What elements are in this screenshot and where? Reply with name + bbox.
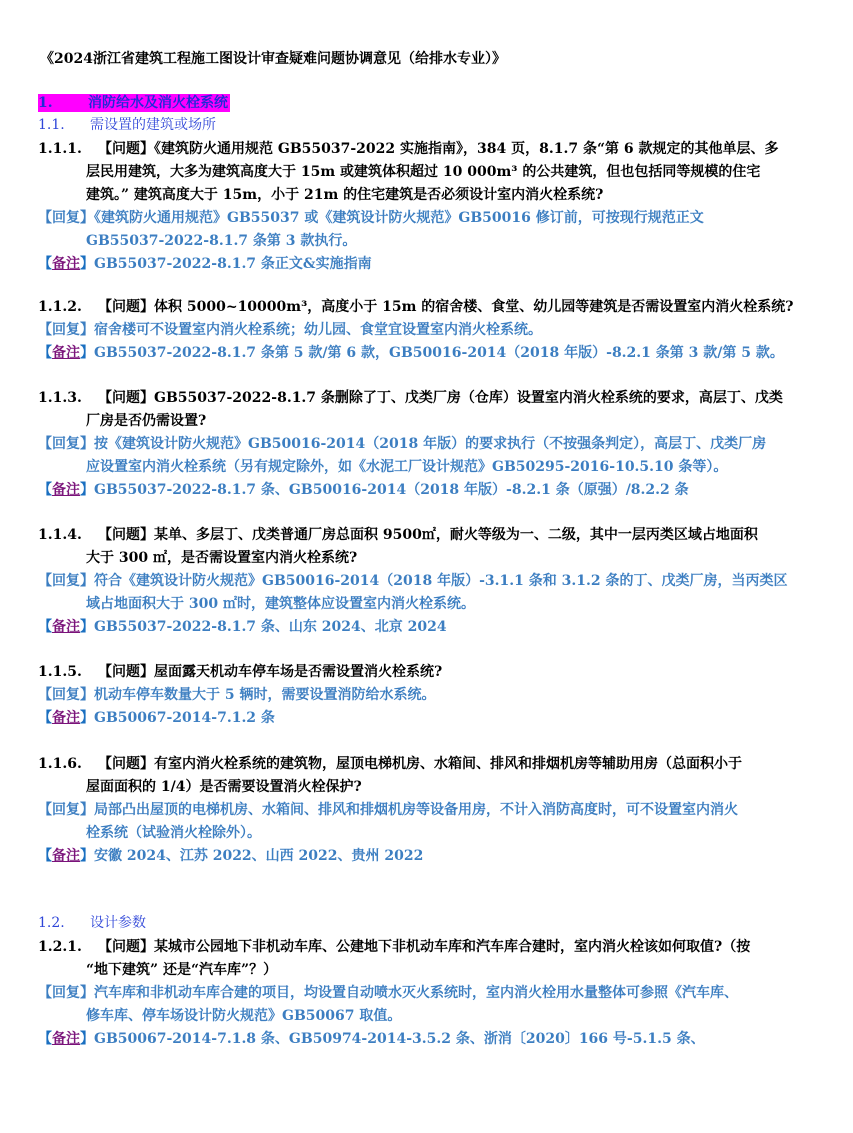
section-number: 1. [38,95,53,111]
subsection-heading-1-1 [38,116,216,134]
note-line [38,1030,705,1048]
reply-line: 【回复】《建筑防火通用规范》GB55037 或《建筑设计防火规范》GB50016 修订前，可按现行规范正文 [38,210,704,226]
question-number: 1.1.3. [38,390,82,406]
note-bracket: 【 [38,1031,52,1047]
note-bracket: 【 [38,345,52,361]
reply-line: 【回复】按《建筑设计防火规范》GB50016-2014（2018 年版）的要求执行（不按强条判定），高层丁、戊类厂房 [38,436,767,452]
note-text: GB55037-2022-8.1.7 条正文&实施指南 [94,256,372,272]
reply-line: 域占地面积大于 300 ㎡时，建筑整体应设置室内消火栓系统。 [86,596,475,612]
question-line: “地下建筑” 还是“汽车库”？） [86,962,278,978]
reply-line: 应设置室内消火栓系统（另有规定除外，如《水泥工厂设计规范》GB50295-2016-10.5.10 条等）。 [86,459,728,475]
question-number: 1.1.6. [38,756,82,772]
question-line: 屋面面积的 1/4）是否需要设置消火栓保护? [86,779,362,795]
question-text: 【问题】屋面露天机动车停车场是否需设置消火栓系统? [98,664,443,680]
question-number: 1.1.1. [38,141,82,157]
note-line [38,255,372,273]
note-line [38,481,689,499]
question-text: 【问题】有室内消火栓系统的建筑物，屋顶电梯机房、水箱间、排风和排烟机房等辅助用房（总面积小于 [98,756,742,772]
note-bracket: 】 [80,1031,94,1047]
note-label: 备注 [52,256,80,272]
reply-line: 【回复】机动车停车数量大于 5 辆时，需要设置消防给水系统。 [38,687,436,703]
note-label: 备注 [52,848,80,864]
question-line: 层民用建筑，大多为建筑高度大于 15m 或建筑体积超过 10 000m³ 的公共建筑，但也包括同等规模的住宅 [86,164,761,180]
reply-line: 【回复】汽车库和非机动车库合建的项目，均设置自动喷水灭火系统时，室内消火栓用水量整体可参照《汽车库、 [38,985,738,1001]
question-number: 1.1.5. [38,664,82,680]
question-line: 厂房是否仍需设置? [86,413,207,429]
subsection-number: 1.1. [38,117,65,133]
note-label: 备注 [52,619,80,635]
question-number: 1.1.4. [38,527,82,543]
note-text: GB55037-2022-8.1.7 条、GB50016-2014（2018 年版）-8.2.1 条（原强）/8.2.2 条 [94,482,689,498]
note-label: 备注 [52,482,80,498]
note-text: 安徽 2024、江苏 2022、山西 2022、贵州 2022 [94,848,424,864]
note-line [38,618,447,636]
question-text: 【问题】某城市公园地下非机动车库、公建地下非机动车库和汽车库合建时，室内消火栓该如何取值?（按 [98,939,751,955]
note-label: 备注 [52,710,80,726]
question-text: 【问题】《建筑防火通用规范 GB55037-2022 实施指南》，384 页，8.1.7 条“第 6 款规定的其他单层、多 [98,141,779,157]
question-number: 1.1.2. [38,299,82,315]
question-line [38,389,783,407]
question-text: 【问题】体积 5000~10000m³，高度小于 15m 的宿舍楼、食堂、幼儿园等建筑是否需设置室内消火栓系统? [98,299,794,315]
note-text: GB50067-2014-7.1.8 条、GB50974-2014-3.5.2 条、浙消〔2020〕166 号-5.1.5 条、 [94,1031,705,1047]
note-bracket: 】 [80,619,94,635]
note-bracket: 】 [80,848,94,864]
note-line [38,709,275,727]
note-line [38,847,423,865]
note-bracket: 】 [80,710,94,726]
question-text: 【问题】GB55037-2022-8.1.7 条删除了丁、戊类厂房（仓库）设置室内消火栓系统的要求，高层丁、戊类 [98,390,783,406]
note-bracket: 【 [38,256,52,272]
note-text: GB55037-2022-8.1.7 条、山东 2024、北京 2024 [94,619,447,635]
note-bracket: 】 [80,482,94,498]
subsection-heading-1-2 [38,914,146,932]
question-line [38,140,779,158]
question-number: 1.2.1. [38,939,82,955]
question-line [38,663,442,681]
note-bracket: 】 [80,345,94,361]
note-bracket: 【 [38,710,52,726]
note-bracket: 】 [80,256,94,272]
section-heading-1 [38,94,230,112]
reply-line: 修车库、停车场设计防火规范》GB50067 取值。 [86,1008,402,1024]
question-line [38,938,750,956]
document-title: 《2024浙江省建筑工程施工图设计审查疑难问题协调意见（给排水专业）》 [40,51,506,67]
note-bracket: 【 [38,848,52,864]
question-line: 大于 300 ㎡，是否需设置室内消火栓系统? [86,550,358,566]
note-bracket: 【 [38,482,52,498]
note-label: 备注 [52,1031,80,1047]
section-label: 消防给水及消火栓系统 [88,95,228,111]
question-line: 建筑。” 建筑高度大于 15m，小于 21m 的住宅建筑是否必须设计室内消火栓系统? [86,187,604,203]
question-line [38,298,793,316]
reply-line: 【回复】宿舍楼可不设置室内消火栓系统；幼儿园、食堂宜设置室内消火栓系统。 [38,322,542,338]
reply-line: 栓系统（试验消火栓除外）。 [86,825,261,841]
note-line [38,344,784,362]
note-text: GB50067-2014-7.1.2 条 [94,710,275,726]
subsection-label: 需设置的建筑或场所 [90,117,216,133]
question-line [38,526,758,544]
note-bracket: 【 [38,619,52,635]
subsection-number: 1.2. [38,915,65,931]
question-text: 【问题】某单、多层丁、戊类普通厂房总面积 9500㎡，耐火等级为一、二级，其中一层丙类区域占地面积 [98,527,758,543]
note-label: 备注 [52,345,80,361]
question-line [38,755,742,773]
reply-line: 【回复】局部凸出屋顶的电梯机房、水箱间、排风和排烟机房等设备用房，不计入消防高度时，可不设置室内消火 [38,802,738,818]
reply-line: 【回复】符合《建筑设计防火规范》GB50016-2014（2018 年版）-3.1.1 条和 3.1.2 条的丁、戊类厂房，当丙类区 [38,573,788,589]
reply-line: GB55037-2022-8.1.7 条第 3 款执行。 [86,233,357,249]
note-text: GB55037-2022-8.1.7 条第 5 款/第 6 款，GB50016-2014（2018 年版）-8.2.1 条第 3 款/第 5 款。 [94,345,784,361]
subsection-label: 设计参数 [90,915,146,931]
